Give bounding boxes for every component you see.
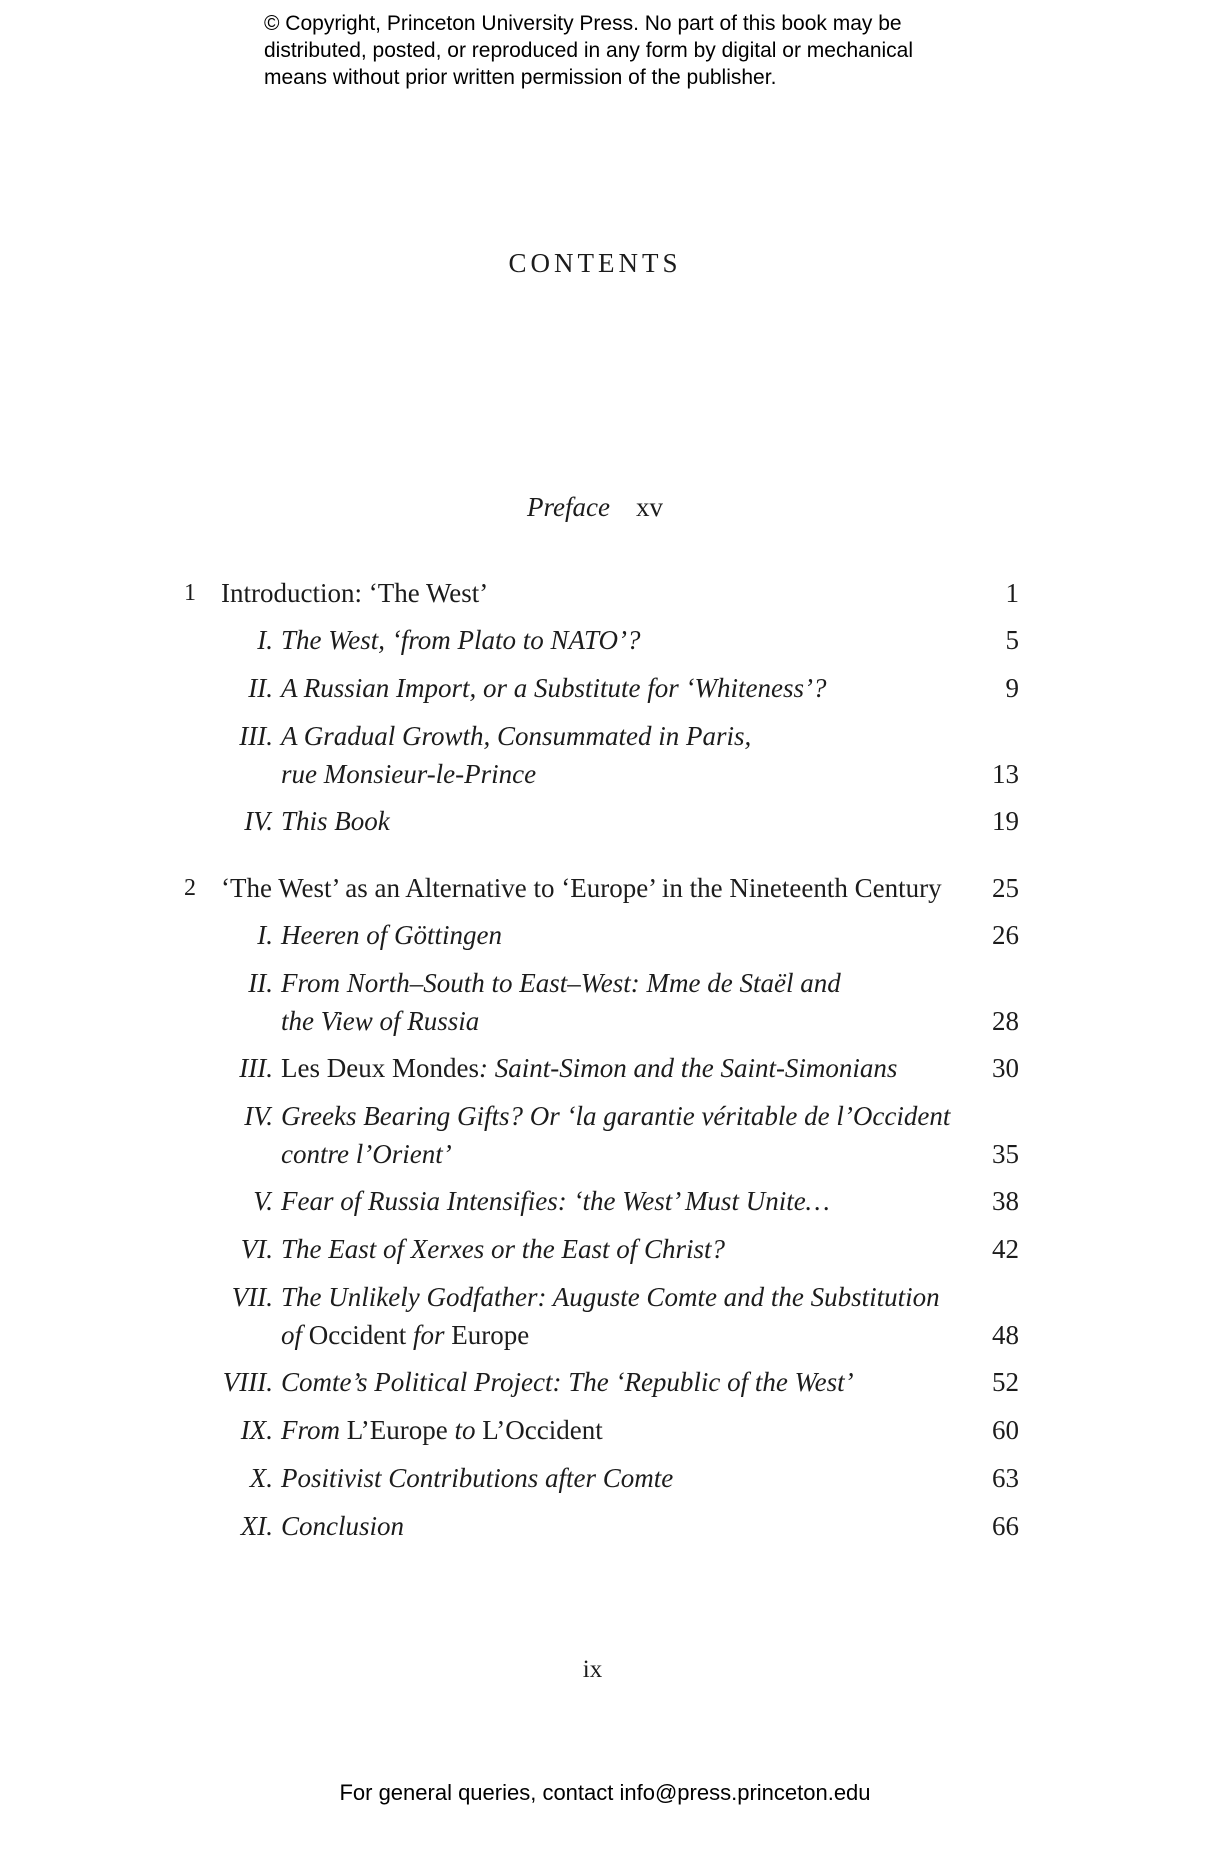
section-title: Fear of Russia Intensifies: ‘the West’ Must Unite… [281,1186,830,1216]
copyright-line-3: means without prior written permission of the publisher. [264,66,777,89]
section-title-line-2 [281,1316,529,1354]
page-number: 19 [992,806,1019,836]
chapter-title: ‘The West’ as an Alternative to ‘Europe’ in the Nineteenth Century [221,873,942,903]
page-number: 26 [992,920,1019,950]
section-number: III. [239,1053,273,1083]
section-number: IX. [240,1415,273,1445]
preface-entry [0,492,1190,523]
page-number: 35 [992,1139,1019,1169]
title-italic-part: of [281,1320,303,1350]
title-roman-part: Occident [302,1320,413,1350]
section-title: Comte’s Political Project: The ‘Republic of the West’ [281,1367,854,1397]
title-roman-part: L’Europe [340,1415,455,1445]
copyright-line-1: © Copyright, Princeton University Press. No part of this book may be [264,12,902,35]
section-number: IV. [244,806,273,836]
section-number: IV. [244,1101,273,1131]
footer-contact: For general queries, contact info@press.princeton.edu [339,1780,871,1805]
title-roman-part: Europe [444,1320,530,1350]
section-title [281,717,751,755]
section-number: II. [248,673,273,703]
section-number: III. [239,721,273,751]
chapter-number: 1 [184,580,196,606]
section-title-line-1: A Gradual Growth, Consummated in Paris, [281,721,752,751]
section-title: Positivist Contributions after Comte [281,1463,674,1493]
section-number: XI. [240,1511,273,1541]
preface-title: Preface [527,492,610,522]
section-title: Conclusion [281,1511,405,1541]
page-number: 1 [1005,578,1019,608]
page-number: 30 [992,1053,1019,1083]
section-title: Heeren of Göttingen [281,920,502,950]
section-title [281,1411,603,1449]
section-title-rest: : Saint-Simon and the Saint-Simonians [478,1053,898,1083]
page-number: 63 [992,1463,1019,1493]
section-number: VIII. [222,1367,273,1397]
copyright-notice [264,10,1024,91]
page-number: 66 [992,1511,1019,1541]
section-title: A Russian Import, or a Substitute for ‘Whiteness’? [281,673,827,703]
page-title: CONTENTS [508,248,682,278]
section-number: I. [257,625,273,655]
title-italic-part: From [281,1415,340,1445]
page-number: 25 [992,873,1019,903]
page-number: 42 [992,1234,1019,1264]
page-number: 52 [992,1367,1019,1397]
page-number: 5 [1005,625,1019,655]
page-folio: ix [582,1656,603,1683]
section-title-line-2: the View of Russia [281,1006,480,1036]
section-title [281,1049,897,1087]
title-roman-part: L’Occident [475,1415,603,1445]
page-number: 48 [992,1320,1019,1350]
title-italic-part: to [454,1415,476,1445]
section-title-line-1: Greeks Bearing Gifts? Or ‘la garantie véritable de l’Occident [281,1101,951,1131]
page-number: 38 [992,1186,1019,1216]
section-title: The East of Xerxes or the East of Christ? [281,1234,725,1264]
copyright-line-2: distributed, posted, or reproduced in any form by digital or mechanical [264,39,914,62]
section-number: X. [249,1463,273,1493]
section-number: VII. [231,1282,273,1312]
page-number: 9 [1005,673,1019,703]
section-title-line-2: contre l’Orient’ [281,1139,452,1169]
section-number: VI. [240,1234,273,1264]
section-title-roman: Les Deux Mondes [281,1053,479,1083]
chapter-title: Introduction: ‘The West’ [221,578,489,608]
chapter-number: 2 [184,875,196,901]
section-title-line-1: The Unlikely Godfather: Auguste Comte and the Substitution [281,1282,940,1312]
section-number: II. [248,968,273,998]
preface-page: xv [635,492,663,522]
title-italic-part: for [412,1320,445,1350]
section-title-line-2: rue Monsieur-le-Prince [281,759,537,789]
page-number: 28 [992,1006,1019,1036]
section-title: The West, ‘from Plato to NATO’? [281,625,641,655]
section-number: I. [257,920,273,950]
section-title-line-1: From North–South to East–West: Mme de Staël and [281,968,841,998]
section-title: This Book [281,806,390,836]
section-number: V. [253,1186,273,1216]
page-number: 60 [992,1415,1019,1445]
page-number: 13 [992,759,1019,789]
